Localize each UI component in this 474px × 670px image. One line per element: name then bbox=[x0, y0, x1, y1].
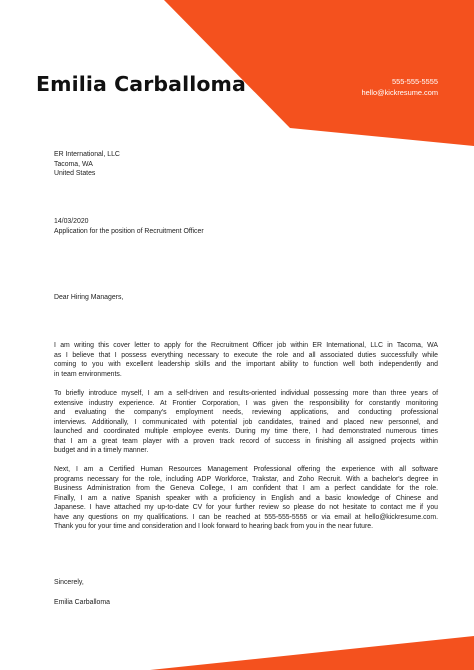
closing-block bbox=[54, 578, 84, 588]
letter-date: 14/03/2020 bbox=[54, 218, 89, 225]
email-address: hello@kickresume.com bbox=[361, 87, 438, 97]
letter-meta bbox=[54, 217, 204, 236]
paragraph-line: interviews. Additionally, I communicated with potential job candidates, trained and placed new personnel, and bbox=[54, 418, 438, 426]
paragraph-line: launched and coordinated multiple employee events. During my time there, I had demonstrated numerous times bbox=[54, 428, 438, 435]
paragraph-line: Japanese. I have attached my up-to-date CV for your further review so please do not hesitate to contact me if you bbox=[54, 504, 438, 511]
paragraph-line: Next, I am a Certified Human Resources Management Professional offering the experience with all software bbox=[54, 466, 438, 473]
signature-block bbox=[54, 598, 110, 608]
paragraph-2 bbox=[54, 389, 438, 456]
paragraph-line: in team environments. bbox=[54, 370, 122, 378]
letter-subject: Application for the position of Recruitment Officer bbox=[54, 227, 204, 235]
contact-block bbox=[361, 77, 438, 99]
recipient-address bbox=[54, 150, 120, 179]
paragraph-line: To briefly introduce myself, I am a self-driven and results-oriented individual possessing more than three years of bbox=[54, 390, 438, 397]
paragraph-line: extensive industry experience. At Frontier Corporation, I was given the responsibility for constantly monitoring bbox=[54, 399, 438, 407]
paragraph-line: Business Administration from the Geneva College, I am confident that I am a perfect candidate for the role. bbox=[54, 485, 438, 492]
phone-number: 555-555-5555 bbox=[391, 77, 438, 86]
recipient-company: ER International, LLC bbox=[54, 151, 120, 158]
paragraph-line: have any questions on my qualifications. I can be reached at 555-555-5555 or via email at hello@kickresume.com. bbox=[54, 513, 438, 521]
paragraph-line: Finally, I am a native Spanish speaker with a proficiency in English and a basic knowledge of Chinese and bbox=[54, 494, 438, 502]
paragraph-line: programs necessary for the role, including ADP Workforce, Trakstar, and Zoho Recruit. With a bachelor's degree in bbox=[54, 475, 438, 483]
paragraph-line: budget and in a timely manner. bbox=[54, 447, 149, 454]
salutation-text: Dear Hiring Managers, bbox=[54, 294, 124, 301]
footer-accent-shape bbox=[150, 636, 474, 670]
salutation bbox=[54, 293, 123, 303]
paragraph-1 bbox=[54, 341, 438, 379]
paragraph-line: that I am a great team player with a proven track record of success in finishing all assigned projects within bbox=[54, 437, 438, 445]
paragraph-line: as I believe that I possess everything necessary to execute the role and all associated duties successfully while bbox=[54, 351, 438, 359]
applicant-name: Emilia Carballoma bbox=[36, 72, 246, 96]
paragraph-line: coming to you with excellent leadership skills and the important ability to function well both independently and bbox=[54, 361, 438, 368]
paragraph-line: Thank you for your time and consideration and I look forward to hearing back from you in the near future. bbox=[54, 523, 374, 530]
recipient-city: Tacoma, WA bbox=[54, 160, 93, 168]
paragraph-line: I am writing this cover letter to apply for the Recruitment Officer job within ER International, LLC in Tacoma, WA bbox=[54, 342, 438, 349]
paragraph-line: and evaluating the company's employment needs, reviewing applications, and conducting professional bbox=[54, 409, 438, 416]
signature-name: Emilia Carballoma bbox=[54, 599, 110, 606]
closing-text: Sincerely, bbox=[54, 579, 84, 586]
paragraph-3 bbox=[54, 465, 438, 532]
recipient-country: United States bbox=[54, 170, 96, 177]
